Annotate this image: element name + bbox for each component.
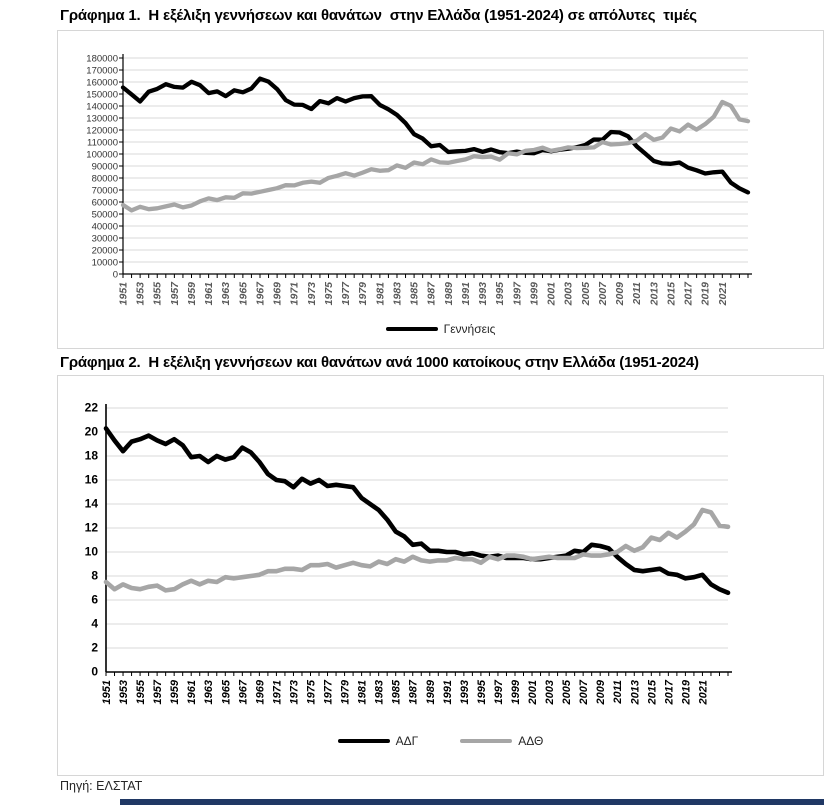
svg-text:1999: 1999 <box>528 282 541 306</box>
svg-text:2017: 2017 <box>663 680 676 705</box>
svg-text:2013: 2013 <box>629 680 642 705</box>
svg-text:1995: 1995 <box>494 282 507 306</box>
legend-item-births <box>386 322 496 336</box>
svg-text:1985: 1985 <box>390 680 403 705</box>
svg-text:80000: 80000 <box>91 173 118 185</box>
svg-text:1963: 1963 <box>203 680 216 705</box>
svg-text:1977: 1977 <box>322 680 335 705</box>
svg-text:2001: 2001 <box>545 282 558 306</box>
svg-text:1957: 1957 <box>168 282 181 306</box>
svg-text:40000: 40000 <box>91 221 118 233</box>
svg-text:1979: 1979 <box>357 282 370 306</box>
births-line-swatch <box>386 327 438 331</box>
svg-text:2015: 2015 <box>646 680 659 705</box>
svg-text:170000: 170000 <box>86 65 118 77</box>
svg-text:1981: 1981 <box>374 282 387 306</box>
births-deaths-absolute-chart <box>58 31 821 346</box>
svg-text:1987: 1987 <box>407 680 420 705</box>
chart2-title: Γράφημα 2. Η εξέλιξη γεννήσεων και θανάτων ανά 1000 κατοίκους στην Ελλάδα (1951-2024) <box>60 354 699 371</box>
chart2-panel <box>57 375 824 776</box>
svg-text:1973: 1973 <box>305 282 318 306</box>
svg-text:14: 14 <box>84 496 98 511</box>
svg-text:0: 0 <box>91 664 98 679</box>
svg-text:1989: 1989 <box>442 282 455 306</box>
svg-text:60000: 60000 <box>91 197 118 209</box>
svg-text:1989: 1989 <box>424 680 437 705</box>
svg-text:2005: 2005 <box>579 282 592 306</box>
svg-text:2017: 2017 <box>682 282 695 306</box>
svg-text:16: 16 <box>84 472 98 487</box>
svg-text:1997: 1997 <box>492 680 505 705</box>
svg-text:1953: 1953 <box>134 282 147 306</box>
svg-text:180000: 180000 <box>86 53 118 65</box>
svg-text:2019: 2019 <box>680 680 693 705</box>
source-note: Πηγή: ΕΛΣΤΑΤ <box>60 779 143 793</box>
svg-text:2007: 2007 <box>596 282 609 306</box>
chart1-legend <box>58 322 823 336</box>
svg-text:1975: 1975 <box>305 680 318 705</box>
svg-text:90000: 90000 <box>91 161 118 173</box>
adth-line-swatch <box>460 739 512 743</box>
svg-text:1981: 1981 <box>356 680 369 705</box>
svg-text:1995: 1995 <box>475 680 488 705</box>
svg-text:1977: 1977 <box>340 282 353 306</box>
svg-text:10000: 10000 <box>91 257 118 269</box>
svg-text:1985: 1985 <box>408 282 421 306</box>
svg-text:2009: 2009 <box>614 282 627 306</box>
svg-text:1951: 1951 <box>101 680 113 705</box>
svg-text:1959: 1959 <box>185 282 198 306</box>
svg-text:2013: 2013 <box>648 282 661 306</box>
svg-text:22: 22 <box>84 400 98 415</box>
svg-text:1957: 1957 <box>152 680 165 705</box>
chart1-title: Γράφημα 1. Η εξέλιξη γεννήσεων και θανάτων στην Ελλάδα (1951-2024) σε απόλυτες τιμές <box>60 7 697 24</box>
svg-text:50000: 50000 <box>91 209 118 221</box>
svg-text:1997: 1997 <box>511 282 524 306</box>
adg-line-swatch <box>338 739 390 743</box>
svg-text:1967: 1967 <box>237 680 250 705</box>
svg-text:6: 6 <box>91 592 98 607</box>
svg-text:1993: 1993 <box>458 680 471 705</box>
svg-text:1975: 1975 <box>322 282 335 306</box>
adth-legend-label: ΑΔΘ <box>518 734 544 748</box>
svg-text:130000: 130000 <box>86 113 118 125</box>
svg-text:1983: 1983 <box>391 282 404 306</box>
svg-text:2011: 2011 <box>631 282 644 305</box>
svg-text:1961: 1961 <box>186 680 199 705</box>
svg-text:1969: 1969 <box>254 680 267 705</box>
legend-item-adg <box>338 734 419 748</box>
births-legend-label: Γεννήσεις <box>443 322 496 336</box>
svg-text:2015: 2015 <box>665 282 678 306</box>
svg-text:0: 0 <box>112 269 118 281</box>
svg-text:1959: 1959 <box>169 680 182 705</box>
svg-text:1955: 1955 <box>151 282 164 306</box>
svg-text:18: 18 <box>84 448 98 463</box>
svg-text:1967: 1967 <box>254 282 267 306</box>
svg-text:1951: 1951 <box>117 282 130 306</box>
svg-text:1963: 1963 <box>220 282 233 306</box>
svg-text:2021: 2021 <box>697 680 710 705</box>
bottom-accent-bar <box>120 799 824 805</box>
svg-text:100000: 100000 <box>86 149 118 161</box>
svg-text:1969: 1969 <box>271 282 284 306</box>
svg-text:8: 8 <box>91 568 98 583</box>
svg-text:1983: 1983 <box>373 680 386 705</box>
svg-text:110000: 110000 <box>87 137 118 149</box>
svg-text:2003: 2003 <box>562 282 575 306</box>
svg-text:2005: 2005 <box>561 680 574 705</box>
svg-text:1999: 1999 <box>509 680 522 705</box>
svg-text:1953: 1953 <box>118 680 131 705</box>
svg-text:4: 4 <box>91 616 98 631</box>
svg-text:1965: 1965 <box>237 282 250 306</box>
legend-item-adth <box>460 734 543 748</box>
svg-text:1971: 1971 <box>271 680 284 705</box>
svg-text:2009: 2009 <box>595 680 608 705</box>
svg-text:1973: 1973 <box>288 680 301 705</box>
svg-text:70000: 70000 <box>91 185 118 197</box>
svg-text:2001: 2001 <box>527 680 540 705</box>
svg-text:1991: 1991 <box>459 282 472 306</box>
svg-text:1979: 1979 <box>339 680 352 705</box>
svg-text:2011: 2011 <box>612 680 625 704</box>
svg-text:2: 2 <box>91 640 98 655</box>
births-deaths-rate-chart <box>58 376 821 728</box>
chart1-panel <box>57 30 824 349</box>
adg-legend-label: ΑΔΓ <box>395 734 419 748</box>
svg-text:2021: 2021 <box>716 282 729 306</box>
svg-text:1993: 1993 <box>477 282 490 306</box>
svg-text:1971: 1971 <box>288 282 301 306</box>
svg-text:20: 20 <box>84 424 98 439</box>
svg-text:1965: 1965 <box>220 680 233 705</box>
svg-text:1955: 1955 <box>135 680 148 705</box>
svg-text:160000: 160000 <box>86 77 118 89</box>
svg-text:10: 10 <box>84 544 98 559</box>
svg-text:1961: 1961 <box>203 282 216 306</box>
svg-text:1987: 1987 <box>425 282 438 306</box>
svg-text:30000: 30000 <box>91 233 118 245</box>
svg-text:2003: 2003 <box>544 680 557 705</box>
svg-text:150000: 150000 <box>86 89 118 101</box>
svg-text:2007: 2007 <box>578 680 591 705</box>
svg-text:20000: 20000 <box>91 245 118 257</box>
svg-text:1991: 1991 <box>441 680 454 705</box>
chart2-legend <box>58 734 823 748</box>
svg-text:140000: 140000 <box>86 101 118 113</box>
svg-text:120000: 120000 <box>86 125 118 137</box>
svg-text:12: 12 <box>84 520 98 535</box>
svg-text:2019: 2019 <box>699 282 712 306</box>
